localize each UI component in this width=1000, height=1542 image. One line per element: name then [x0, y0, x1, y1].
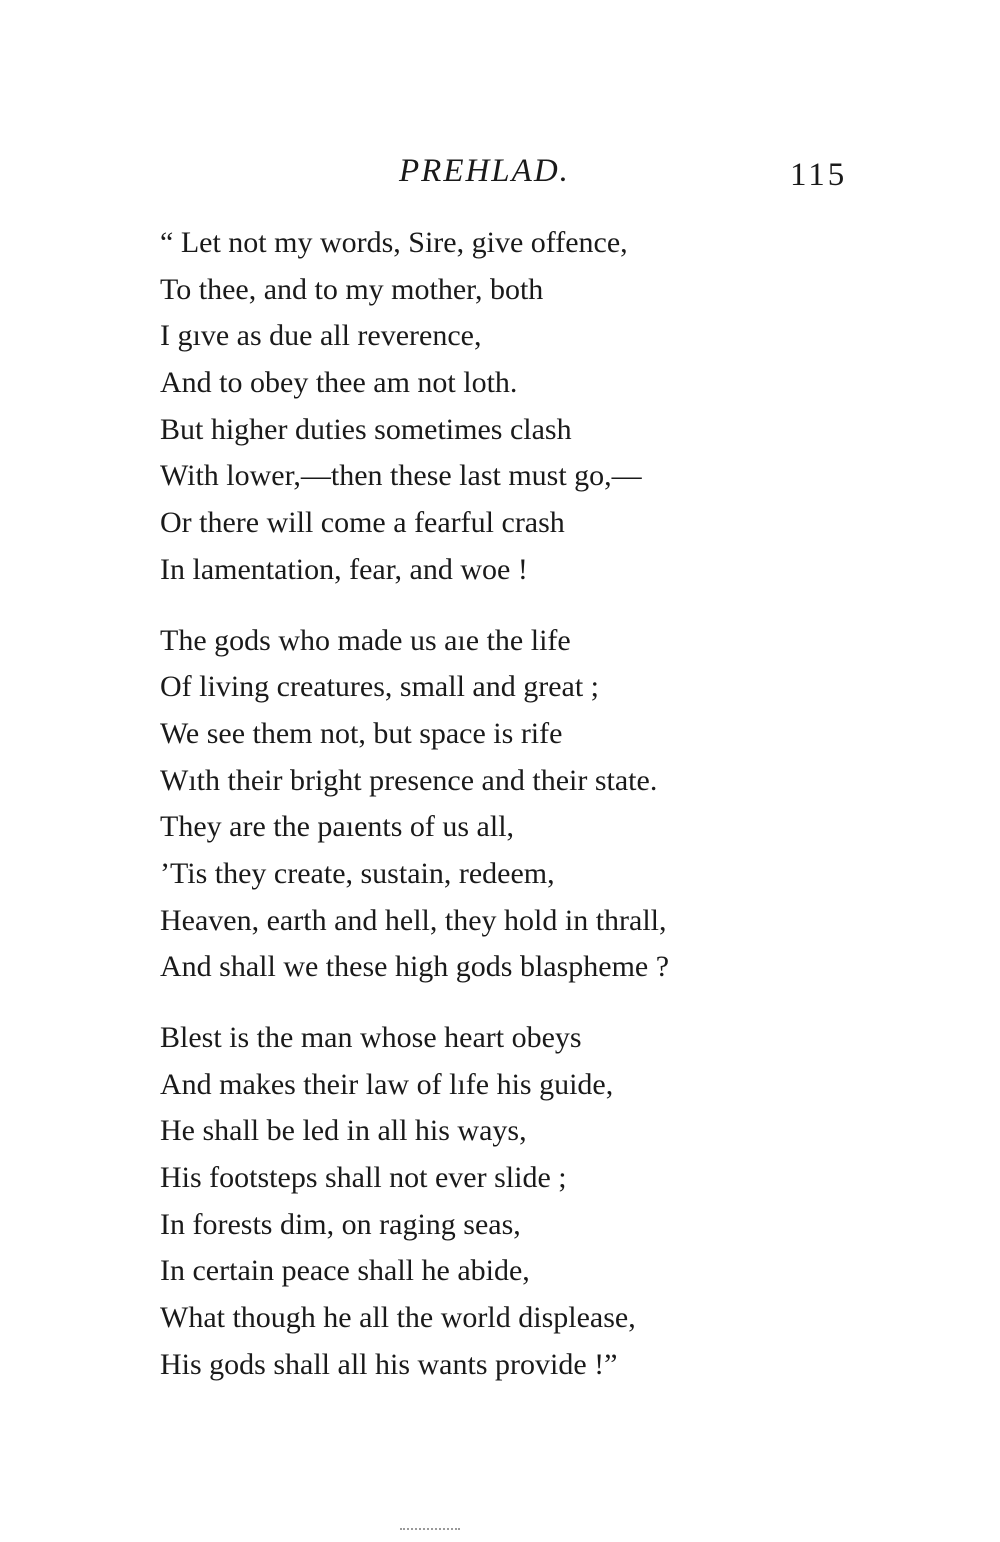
poem-line: He shall be led in all his ways, [160, 1114, 527, 1148]
poem-line: Of living creatures, small and great ; [160, 670, 600, 704]
poem-line: His gods shall all his wants provide !” [160, 1347, 618, 1381]
footer-mark [400, 1528, 460, 1532]
stanza-2 [160, 618, 860, 992]
stanza-1 [160, 220, 860, 594]
stanza-3 [160, 1015, 860, 1389]
running-title: PREHLAD. [399, 153, 570, 189]
poem-line: In forests dim, on raging seas, [160, 1207, 521, 1241]
poem-line: To thee, and to my mother, both [160, 272, 544, 306]
poem-line: Or there will come a fearful crash [160, 506, 565, 540]
poem-line: But higher duties sometimes clash [160, 412, 572, 446]
poem-line: In certain peace shall he abide, [160, 1254, 530, 1288]
poem-line: We see them not, but space is rife [160, 716, 563, 750]
poem-line: I gıve as due all reverence, [160, 319, 482, 353]
poem-line: “ Let not my words, Sire, give offence, [160, 226, 628, 259]
poem-line: His footsteps shall not ever slide ; [160, 1161, 567, 1195]
poem-line: In lamentation, fear, and woe ! [160, 552, 528, 586]
poem-line: Wıth their bright presence and their state. [160, 763, 658, 797]
poem-line: The gods who made us aıe the life [160, 623, 571, 657]
poem-line: They are the paıents of us all, [160, 810, 515, 844]
poem-line: Heaven, earth and hell, they hold in thrall, [160, 903, 667, 937]
page-number: 115 [790, 157, 848, 193]
poem-line: And to obey thee am not loth. [160, 366, 518, 400]
poem-line: And makes their law of lıfe his guide, [160, 1067, 614, 1101]
poem-line: And shall we these high gods blaspheme ? [160, 950, 670, 984]
running-head [0, 146, 1000, 196]
poem-body [160, 220, 860, 1413]
poem-line: What though he all the world displease, [160, 1301, 636, 1335]
poem-line: Blest is the man whose heart obeys [160, 1021, 582, 1054]
poem-line: With lower,—then these last must go,— [160, 459, 642, 493]
poem-line: ’Tis they create, sustain, redeem, [160, 856, 555, 890]
